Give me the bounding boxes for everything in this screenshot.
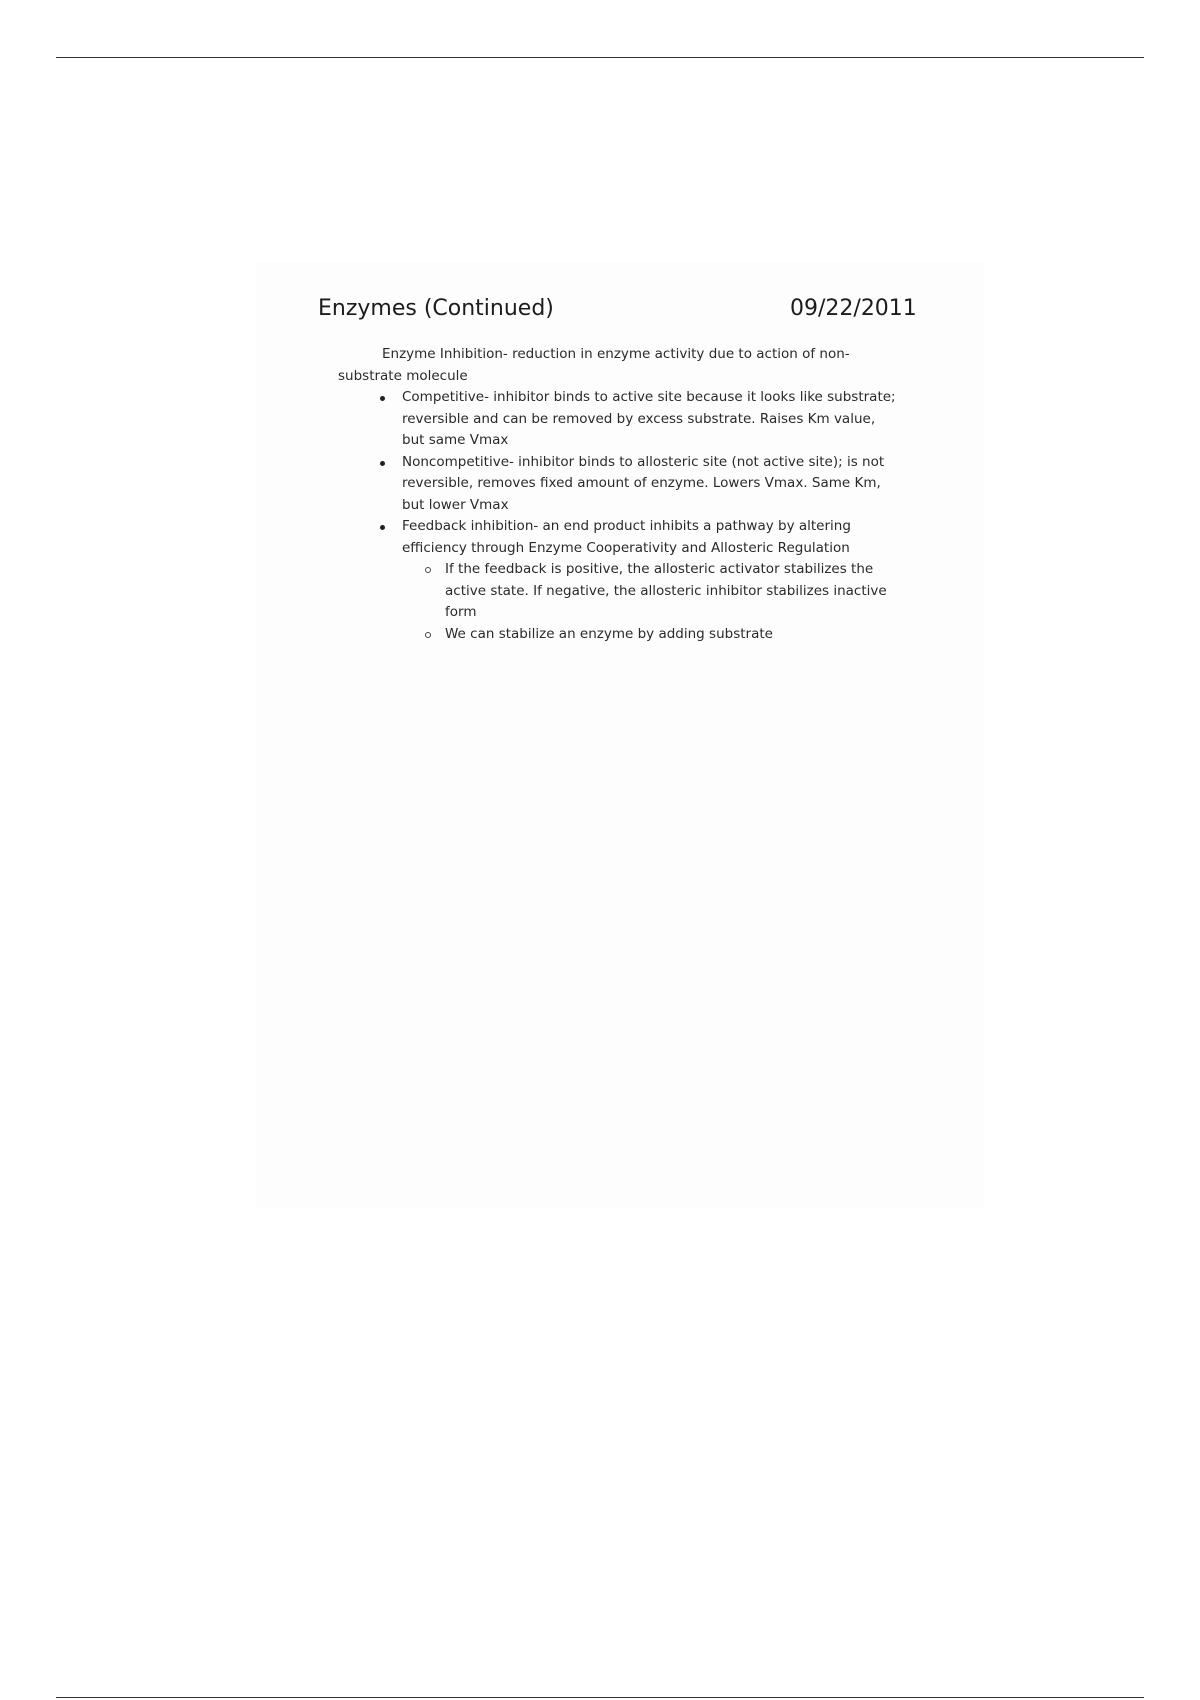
- sub-list-item: [445, 559, 898, 624]
- bullet-text: Competitive- inhibitor binds to active site because it looks like substrate; reversible and can be removed by excess substrate. Raises Km value, but same Vmax: [402, 389, 896, 448]
- bullet-icon: [380, 396, 385, 401]
- sub-bullet-text: We can stabilize an enzyme by adding substrate: [445, 625, 773, 642]
- bullet-icon: [380, 525, 385, 530]
- list-item: [402, 516, 898, 645]
- list-item: [402, 452, 898, 517]
- top-divider: [56, 57, 1144, 58]
- sub-bullet-list: [402, 559, 898, 645]
- bullet-list: [338, 387, 898, 645]
- page-title: Enzymes (Continued): [318, 296, 554, 321]
- sub-bullet-icon: [425, 567, 431, 573]
- bullet-icon: [380, 461, 385, 466]
- lead-text: Enzyme Inhibition- reduction in enzyme activity due to action of non-substrate molecule: [338, 346, 850, 384]
- lead-paragraph: [338, 344, 898, 387]
- notes-body: [338, 344, 898, 645]
- bullet-text: Noncompetitive- inhibitor binds to allosteric site (not active site); is not reversible, removes fixed amount of enzyme. Lowers Vmax. Same Km, but lower Vmax: [402, 453, 885, 513]
- sub-bullet-text: If the feedback is positive, the allosteric activator stabilizes the active state. If negative, the allosteric inhibitor stabilizes inactive form: [445, 561, 887, 620]
- sub-list-item: [445, 624, 898, 646]
- list-item: [402, 387, 898, 452]
- bullet-text: Feedback inhibition- an end product inhibits a pathway by altering efficiency through Enzyme Cooperativity and Allosteric Regulation: [402, 518, 851, 556]
- bottom-divider: [56, 1697, 1144, 1698]
- page-date: 09/22/2011: [790, 296, 917, 321]
- sub-bullet-icon: [425, 632, 431, 638]
